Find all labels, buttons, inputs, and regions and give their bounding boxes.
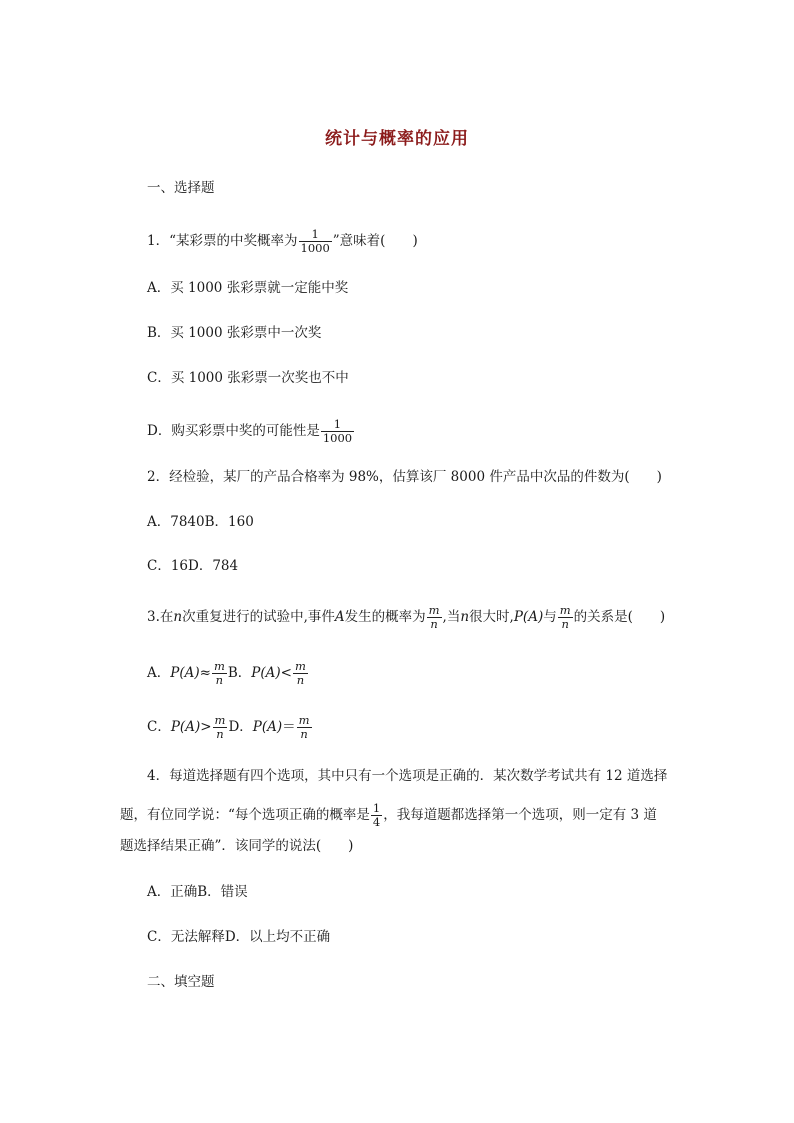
q3-opt-b-pa: P(A) <box>251 665 281 681</box>
question-2-stem: 2．经检验，某厂的产品合格率为 98%，估算该厂 8000 件产品中次品的件数为( ) <box>147 469 662 485</box>
q3-text-7: 的关系是( ) <box>573 609 666 625</box>
q1-stem-text-b: ”意味着( ) <box>332 233 418 249</box>
q3-fraction-m-n-2 <box>558 604 573 631</box>
q3-opt-b-n: n <box>293 673 308 687</box>
q1-option-a: A．买 1000 张彩票就一定能中奖 <box>147 280 349 296</box>
q3-opt-a-pa: P(A) <box>170 665 200 681</box>
q3-options-ab <box>147 660 309 687</box>
q3-opt-c-label: C． <box>147 719 171 735</box>
q4-line-2-text-a: 题，有位同学说：“每个选项正确的概率是 <box>120 807 370 823</box>
q3-fraction-m-n <box>427 604 442 631</box>
q4-line-2-text-b: ，我每道题都选择第一个选项，则一定有 3 道 <box>383 807 657 823</box>
q3-opt-d-pa: P(A) <box>252 719 283 735</box>
q3-opt-d-label: D． <box>228 719 253 735</box>
q3-opt-b-m: m <box>294 659 306 673</box>
q1-optd-frac-den: 1000 <box>322 431 353 445</box>
q3-opt-a-label: A． <box>147 665 171 681</box>
q3-text-3: 发生的概率为 <box>344 609 426 625</box>
q3-var-n-2: n <box>460 609 470 625</box>
section-heading-fill: 二、填空题 <box>147 974 215 990</box>
q3-text-4: ,当 <box>442 609 461 625</box>
question-4-line-3: 题选择结果正确”．该同学的说法( ) <box>120 838 354 854</box>
q3-frac-m: m <box>428 603 440 617</box>
question-3-stem <box>147 604 665 631</box>
q4-options-ab: A．正确B．错误 <box>147 884 248 900</box>
q3-opt-b-label: B． <box>227 665 252 681</box>
q3-opt-c-fraction <box>213 714 228 741</box>
q3-opt-a-n: n <box>212 673 227 687</box>
q3-text-1: 3.在 <box>147 609 174 625</box>
q2-options-ab: A．7840B．160 <box>147 514 254 530</box>
q1-option-b: B．买 1000 张彩票中一次奖 <box>147 325 322 341</box>
q3-opt-a-approx: ≈ <box>199 665 211 681</box>
q3-var-n: n <box>173 609 183 625</box>
q3-text-2: 次重复进行的试验中,事件 <box>182 609 335 625</box>
q3-opt-d-fraction <box>297 714 312 741</box>
question-4-line-2 <box>120 802 657 829</box>
q1-option-d <box>147 418 355 445</box>
question-1-stem <box>147 228 418 255</box>
q1-option-c: C．买 1000 张彩票一次奖也不中 <box>147 370 349 386</box>
q2-options-cd: C．16D．784 <box>147 558 239 574</box>
q4-fraction <box>371 802 382 829</box>
q3-opt-a-m: m <box>213 659 225 673</box>
q3-text-5: 很大时, <box>469 609 514 625</box>
q4-options-cd: C．无法解释D．以上均不正确 <box>147 929 331 945</box>
q3-opt-b-lt: < <box>280 665 292 681</box>
q3-text-6: 与 <box>543 609 557 625</box>
q3-opt-a-fraction <box>212 660 227 687</box>
q1-fraction <box>299 228 332 255</box>
q3-opt-c-pa: P(A) <box>170 719 201 735</box>
q3-frac-n-2: n <box>558 617 573 631</box>
q3-opt-c-n: n <box>213 727 228 741</box>
q3-opt-c-gt: > <box>200 719 212 735</box>
q1-stem-text-a: 1．“某彩票的中奖概率为 <box>147 233 298 249</box>
q1-option-d-fraction <box>321 418 354 445</box>
q3-opt-d-m: m <box>298 713 310 727</box>
q1-frac-num: 1 <box>311 227 319 241</box>
q1-optd-frac-num: 1 <box>333 417 342 431</box>
question-4-line-1: 4．每道选择题有四个选项，其中只有一个选项是正确的．某次数学考试共有 12 道选择 <box>147 768 668 784</box>
q3-frac-n: n <box>427 617 442 631</box>
q4-frac-num: 1 <box>372 801 381 815</box>
q3-frac-m-2: m <box>559 603 571 617</box>
q3-opt-b-fraction <box>293 660 308 687</box>
section-heading-choice: 一、选择题 <box>147 180 215 196</box>
q3-options-cd <box>147 714 313 741</box>
q4-frac-den: 4 <box>372 815 381 829</box>
page-title: 统计与概率的应用 <box>325 129 469 149</box>
q3-var-a: A <box>334 609 345 625</box>
q3-pa: P(A) <box>513 609 544 625</box>
q3-opt-c-m: m <box>214 713 226 727</box>
q1-option-d-text: D．购买彩票中奖的可能性是 <box>147 423 320 439</box>
q3-opt-d-n: n <box>297 727 312 741</box>
q3-opt-d-eq: ＝ <box>282 719 296 735</box>
q1-frac-den: 1000 <box>300 241 330 255</box>
